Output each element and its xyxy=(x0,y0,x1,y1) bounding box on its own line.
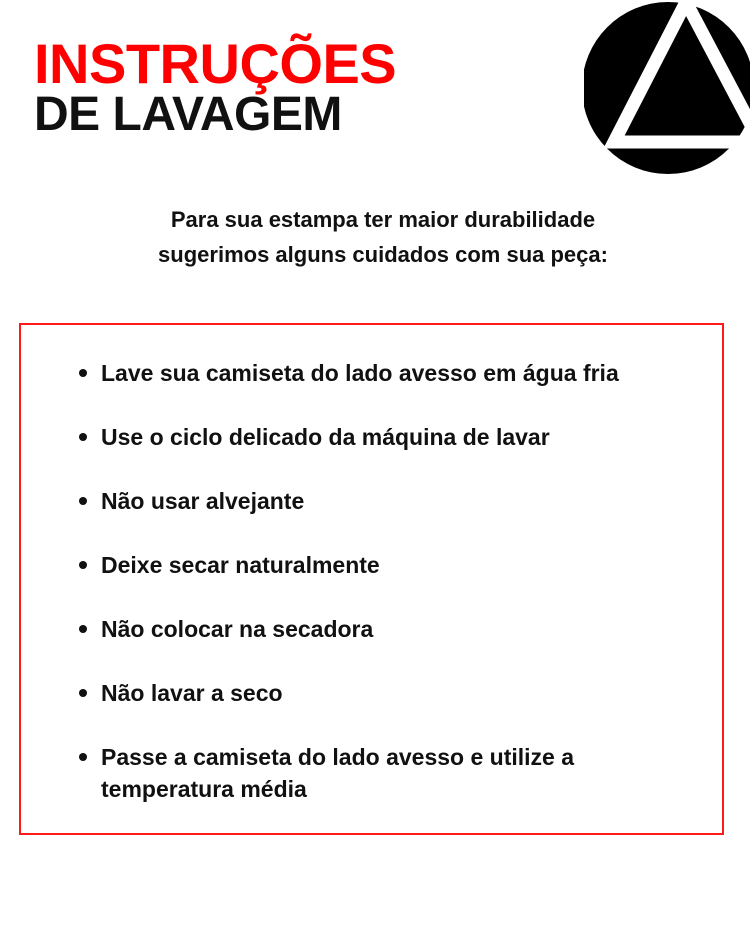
list-item-text: Deixe secar naturalmente xyxy=(101,552,380,578)
list-item xyxy=(101,485,701,517)
list-item-text: Lave sua camiseta do lado avesso em água fria xyxy=(101,360,619,386)
bullet-icon xyxy=(79,561,87,569)
list-item-text: Não lavar a seco xyxy=(101,680,283,706)
intro-line-1: Para sua estampa ter maior durabilidade xyxy=(170,207,596,232)
triangle-circle-logo-icon xyxy=(584,0,750,190)
list-item xyxy=(101,613,701,645)
bullet-icon xyxy=(79,497,87,505)
title-line-1: INSTRUÇÕES xyxy=(34,32,397,95)
list-item xyxy=(101,677,701,709)
bullet-icon xyxy=(79,433,87,441)
list-item xyxy=(101,741,701,805)
title-line-2: DE LAVAGEM xyxy=(34,88,342,141)
bullet-icon xyxy=(79,369,87,377)
bullet-icon xyxy=(79,625,87,633)
list-item xyxy=(101,549,701,581)
list-item-text: Passe a camiseta do lado avesso e utilize a temperatura média xyxy=(101,744,575,802)
instructions-box xyxy=(19,323,724,835)
bullet-icon xyxy=(79,689,87,697)
page-title xyxy=(34,32,397,141)
intro-line-2: sugerimos alguns cuidados com sua peça: xyxy=(158,242,608,267)
list-item-text: Não usar alvejante xyxy=(101,488,305,514)
intro-text xyxy=(0,202,750,272)
list-item-text: Não colocar na secadora xyxy=(101,616,374,642)
list-item-text: Use o ciclo delicado da máquina de lavar xyxy=(101,424,550,450)
bullet-icon xyxy=(79,753,87,761)
list-item xyxy=(101,357,701,389)
list-item xyxy=(101,421,701,453)
